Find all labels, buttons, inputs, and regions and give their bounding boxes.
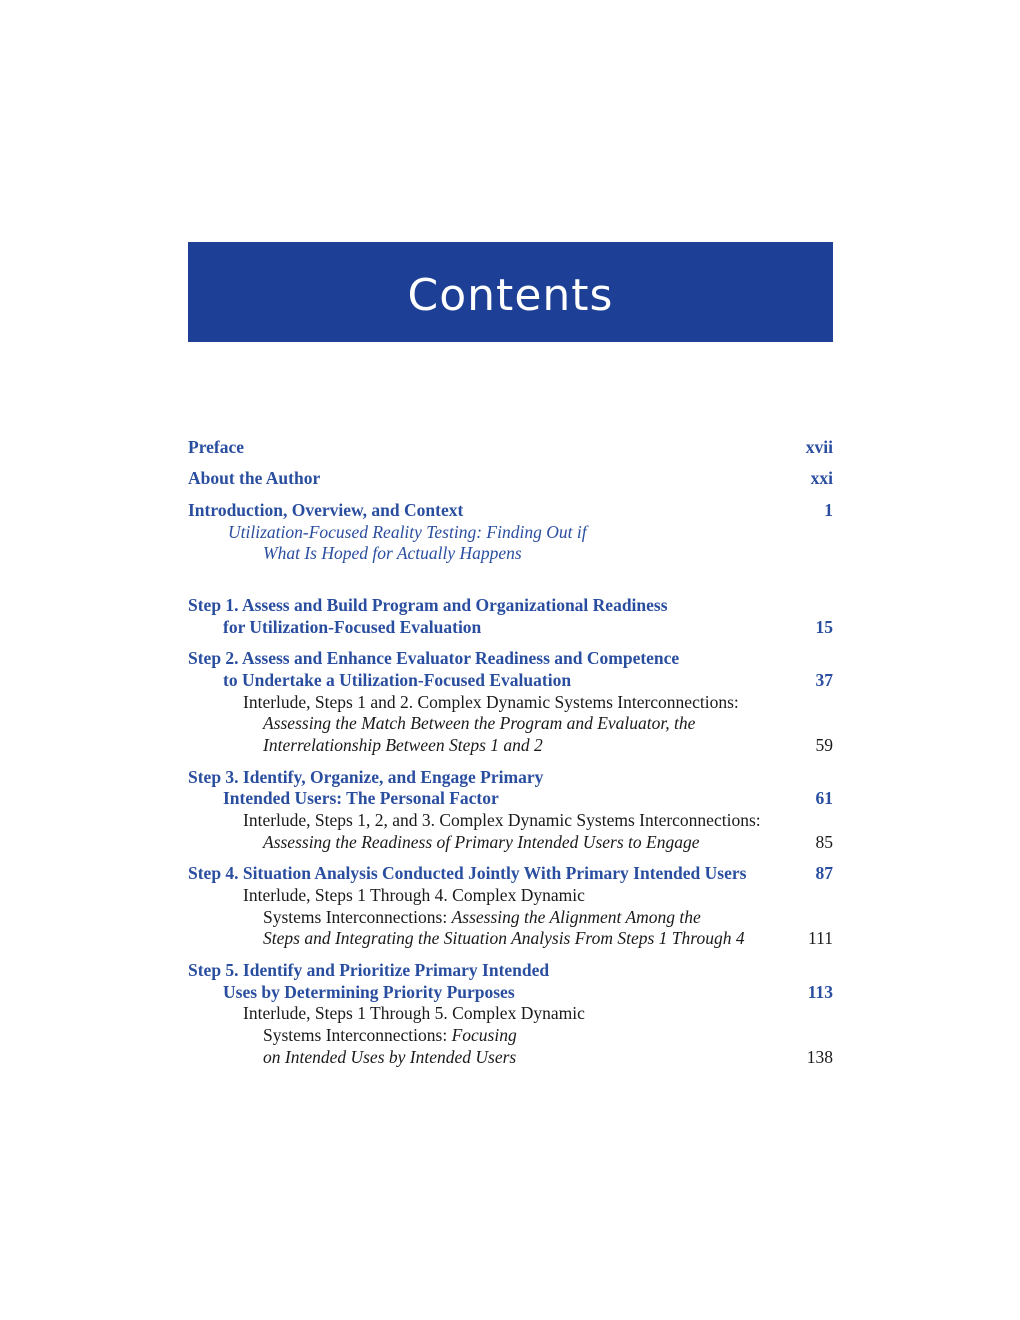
toc-page-number: 87: [815, 863, 833, 883]
toc-entry-step-3[interactable]: Step 3. Identify, Organize, and Engage Primary: [188, 767, 544, 787]
toc-page-number: xvii: [805, 437, 833, 457]
toc-entry-step-2[interactable]: Step 2. Assess and Enhance Evaluator Readiness and Competence: [188, 648, 680, 668]
toc-page-number: 15: [815, 617, 833, 637]
toc-page-number: 85: [815, 832, 833, 852]
toc-entry-step-3-cont[interactable]: Intended Users: The Personal Factor 61: [223, 788, 833, 808]
toc-entry-label: Introduction, Overview, and Context: [188, 500, 464, 520]
toc-entry-step-5-cont[interactable]: Uses by Determining Priority Purposes 113: [223, 982, 833, 1002]
toc-interlude-line: Assessing the Match Between the Program and Evaluator, the: [263, 713, 696, 733]
toc-interlude-1-2[interactable]: Interlude, Steps 1 and 2. Complex Dynamic Systems Interconnections:: [243, 692, 739, 712]
toc-entry-about-author[interactable]: [188, 467, 833, 489]
toc-page-number: 111: [808, 928, 833, 948]
toc-entry-step-4[interactable]: Step 4. Situation Analysis Conducted Jointly With Primary Intended Users 87: [188, 863, 833, 883]
toc-interlude-line: Interrelationship Between Steps 1 and 2 59: [263, 735, 833, 755]
toc-page-number: xxi: [810, 468, 833, 488]
toc-page-number: 113: [807, 982, 833, 1002]
toc-interlude-line: Systems Interconnections: Assessing the Alignment Among the: [263, 907, 701, 927]
toc-page-number: 1: [824, 500, 833, 520]
toc-interlude-line: on Intended Uses by Intended Users 138: [263, 1047, 833, 1067]
toc-entry-step-1[interactable]: Step 1. Assess and Build Program and Organizational Readiness: [188, 595, 668, 615]
toc-interlude-line: Assessing the Readiness of Primary Intended Users to Engage 85: [263, 832, 833, 852]
toc-page-number: 138: [806, 1047, 833, 1067]
toc-page-number: 37: [815, 670, 833, 690]
toc-interlude-1-3[interactable]: Interlude, Steps 1, 2, and 3. Complex Dynamic Systems Interconnections:: [243, 810, 761, 830]
toc-interlude-1-5[interactable]: Interlude, Steps 1 Through 5. Complex Dynamic: [243, 1003, 585, 1023]
toc-entry-step-2-cont[interactable]: to Undertake a Utilization-Focused Evaluation 37: [223, 670, 833, 690]
toc-entry-step-5[interactable]: Step 5. Identify and Prioritize Primary Intended: [188, 960, 550, 980]
toc-entry-preface[interactable]: [188, 436, 833, 458]
toc-interlude-1-4[interactable]: Interlude, Steps 1 Through 4. Complex Dynamic: [243, 885, 585, 905]
toc-subtitle-line: What Is Hoped for Actually Happens: [263, 543, 522, 563]
table-of-contents: [188, 0, 833, 1320]
toc-entry-label: About the Author: [188, 468, 321, 488]
toc-page-number: 61: [815, 788, 833, 808]
toc-interlude-line: Systems Interconnections: Focusing: [263, 1025, 517, 1045]
toc-subtitle-line: Utilization-Focused Reality Testing: Finding Out if: [228, 522, 587, 542]
toc-entry-introduction[interactable]: [188, 499, 833, 521]
toc-interlude-line: Steps and Integrating the Situation Analysis From Steps 1 Through 4 111: [263, 928, 833, 948]
toc-entry-step-1-cont[interactable]: for Utilization-Focused Evaluation 15: [223, 617, 833, 637]
page-title: Contents: [407, 269, 614, 321]
toc-entry-label: Preface: [188, 437, 245, 457]
toc-page-number: 59: [815, 735, 833, 755]
